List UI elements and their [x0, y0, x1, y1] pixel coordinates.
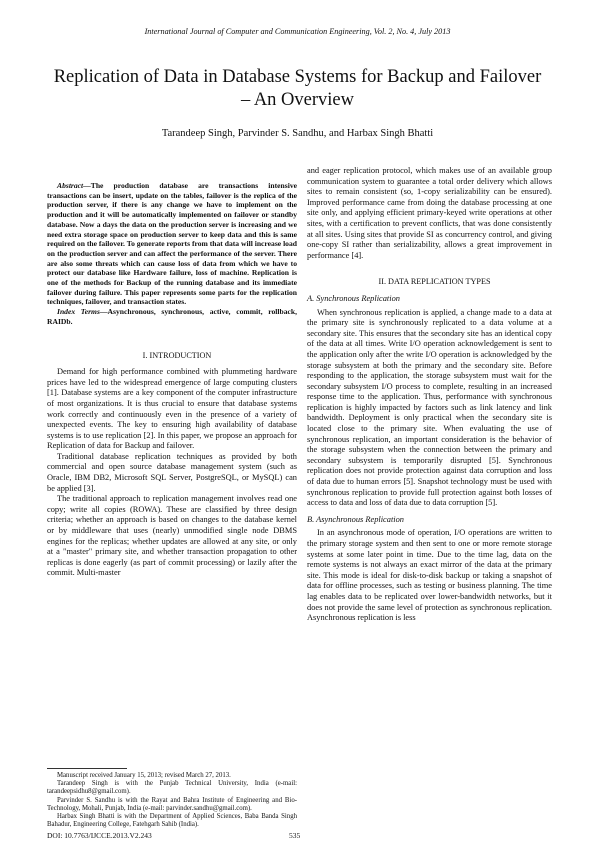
abstract-text: —The production database are transactions intensive transactions can be insert, update on the tables, failover is the replica of the production server, if there is any change we have to implement on the production and it will be automatically implemented on failover or standby database. Now a days the data on the production server is increasing and we need extra storage space on production server to keep data and this is same required on the failover. To generate reports from that data will increase load on the production server and can affect the performance of the server. There are also some threats which can cause loss of data from which we have to protect our database like Hardware failure, loss of machine. Replication is one of the methods for Backup of the running database and its immediate failover during failure. This paper represents some parts for the replication techniques, failover, and transaction states. — [47, 181, 297, 307]
abstract-lead: Abstract — [57, 181, 84, 190]
footnote-rule — [47, 768, 127, 769]
paper-authors: Tarandeep Singh, Parvinder S. Sandhu, and Harbax Singh Bhatti — [161, 128, 434, 139]
footnote-author-1: Tarandeep Singh is with the Punjab Technical University, India (e-mail: tarandeepsidhu8@gmail.com). — [47, 780, 297, 796]
footnotes — [47, 772, 297, 829]
intro-paragraph-1: Demand for high performance combined with plummeting hardware prices have led to the widespread emergence of large computing clusters [1]. Database systems are a key component of the computer infrastructure of most organizations. It is thus crucial to ensure that database systems work correctly and continuously even in the presence of a variety of unexpected events. The key to ensuring high availability of database systems is to use replication [2]. In this paper, we propose an approach for Replication of data for Backup and failover. — [47, 367, 297, 451]
journal-header: International Journal of Computer and Communication Engineering, Vol. 2, No. 4, July 2013 — [144, 27, 451, 36]
right-column — [307, 166, 552, 624]
subsection-heading-sync: A. Synchronous Replication — [307, 293, 400, 303]
section-heading-introduction: I. INTRODUCTION — [142, 350, 212, 360]
index-terms-lead: Index Terms — [57, 307, 100, 317]
sync-paragraph: When synchronous replication is applied, a change made to a data at the primary site is synchronously replicated to a data volume at a secondary site. This ensures that the secondary site has an identical copy of the data at all times. Write I/O operation acknowledgement is sent to the application only after the write I/O operation is acknowledged by the storage subsystem at both the primary and the secondary site. Before responding to the application, the storage subsystem must wait for the secondary subsystem I/O process to complete, resulting in an increased response time to the application. Thus, performance with synchronous replication is highly impacted by factors such as link latency and link bandwidth. Deployment is only practical when the secondary site is located close to the primary site. When evaluating the use of synchronous replication, an important consideration is the behavior of the storage subsystem when the connection between the primary and secondary subsystem is temporarily disrupted [5]. Synchronous replication does not provide protection against data corruption and loss of data due to human errors [5]. Snapshot technology must be used with synchronous replication to provide full protection against both losses of access to data and loss of data due to data corruption [5]. — [307, 307, 552, 508]
footnote-received: Manuscript received January 15, 2013; revised March 27, 2013. — [57, 772, 231, 779]
continued-paragraph: and eager replication protocol, which makes use of an available group communication system to guarantee a total order delivery which allows sites to remain consistent (so, 1-copy serializability can be ensured). Improved performance came from doing the database processing at one site only, and applying efficient primary-keyed write operations at other sites, with a certification to prevent conflicts, that was done consistently at all sites. Using sites that provide SI as concurrency control, and giving one-copy SI rather than serializability, allows a great improvement in performance [4]. — [307, 166, 552, 260]
footnote-author-3: Harbax Singh Bhatti is with the Department of Applied Sciences, Baba Banda Singh Bahadur, Engineering College, Fatehgarh Sahib (India). — [47, 813, 297, 829]
index-terms — [47, 307, 297, 326]
intro-paragraph-3: The traditional approach to replication management involves read one copy; write all copies (ROWA). These are classified by three design criteria; whether an approach is based on changes to the database kernel or by middleware that uses (nearly) unmodified single node DBMS engines for the replicas; whether updates are allowed at any site, or only at a "master" primary site, and whether transaction propagation to other replicas is done eagerly (as part of commit processing) or lazily after the commit. Multi-master — [47, 494, 297, 578]
async-paragraph: In an asynchronous mode of operation, I/O operations are written to the primary storage system and then sent to one or more remote storage systems at some later point in time. Due to the time lag, data on the remote systems is not always an exact mirror of the data at the primary site. This mode is ideal for disk-to-disk backup or taking a snapshot of data for offline processes, such as testing or business planning. The time lag enables data to be replicated over lower-bandwidth networks, but it does not provide the same level of protection as synchronous replication. Asynchronous replication is less — [307, 528, 552, 623]
page-number: 535 — [289, 831, 301, 840]
intro-paragraph-2: Traditional database replication techniques as provided by both commercial and open source database management system (such as Oracle, IBM DB2, Microsoft SQL Server, PostgreSQL, or MySQL) can be applied [3]. — [47, 451, 297, 493]
footnote-author-2: Parvinder S. Sandhu is with the Rayat and Bahra Institute of Engineering and Bio-Technology, Mohali, Punjab, India (e-mail: parvinder.sandhu@gmail.com). — [47, 796, 297, 812]
subsection-heading-async: B. Asynchronous Replication — [307, 514, 404, 524]
doi: DOI: 10.7763/IJCCE.2013.V2.243 — [47, 831, 152, 840]
left-column — [47, 181, 297, 579]
section-heading-types: II. DATA REPLICATION TYPES — [378, 277, 491, 287]
abstract — [47, 181, 297, 307]
index-terms-text: —Asynchronous, synchronous, active, commit, rollback, RAIDb. — [47, 307, 298, 326]
paper-title: Replication of Data in Database Systems for Backup and Failover – An Overview — [53, 67, 542, 110]
